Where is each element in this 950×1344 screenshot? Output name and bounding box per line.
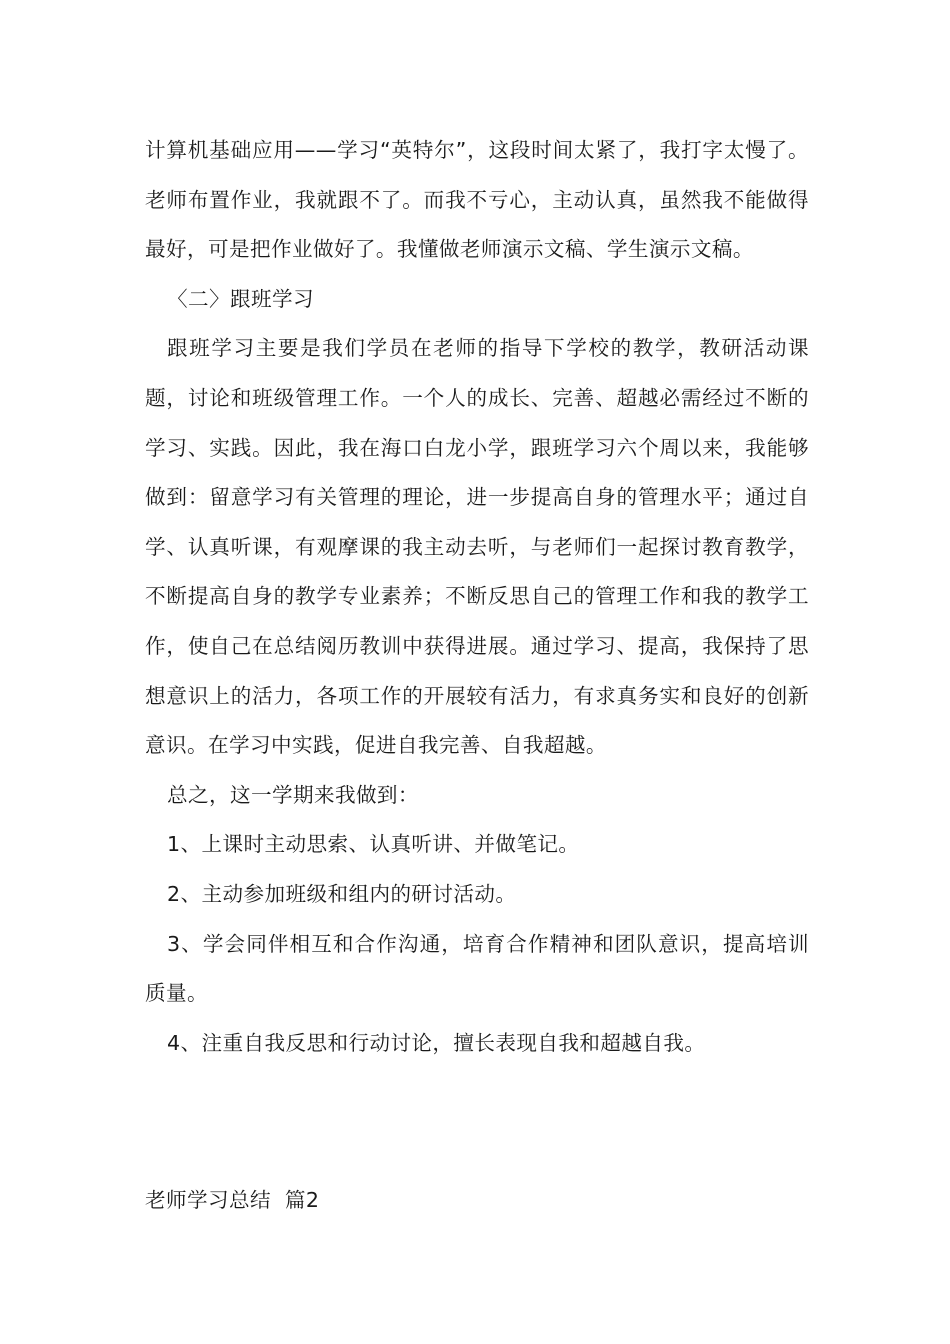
- next-article-heading: 老师学习总结 篇2: [145, 1188, 320, 1212]
- list-item-4: 4、注重自我反思和行动讨论，擅长表现自我和超越自我。: [167, 1030, 706, 1055]
- list-item-1: 1、上课时主动思索、认真听讲、并做笔记。: [167, 832, 580, 857]
- paragraph-computer-basics: 计算机基础应用——学习“英特尔”，这段时间太紧了，我打字太慢了。老师布置作业，我就跟不了。而我不亏心，主动认真，虽然我不能做得最好，可是把作业做好了。我懂做老师演示文稿、学生演示文稿。: [145, 138, 809, 262]
- list-item-3: 3、学会同伴相互和合作沟通，培育合作精神和团队意识，提高培训质量。: [145, 931, 809, 1006]
- paragraph-class-study: 跟班学习主要是我们学员在老师的指导下学校的教学，教研活动课题，讨论和班级管理工作。一个人的成长、完善、超越必需经过不断的学习、实践。因此，我在海口白龙小学，跟班学习六个周以来，我能够做到：留意学习有关管理的理论，进一步提高自身的管理水平；通过自学、认真听课，有观摩课的我主动去听，与老师们一起探讨教育教学，不断提高自身的教学专业素养；不断反思自己的管理工作和我的教学工作，使自己在总结阅历教训中获得进展。通过学习、提高，我保持了思想意识上的活力，各项工作的开展较有活力，有求真务实和良好的创新意识。在学习中实践，促进自我完善、自我超越。: [145, 336, 809, 758]
- document-body: [145, 126, 809, 1068]
- section-heading-class-study: 〈二〉跟班学习: [167, 286, 314, 311]
- paragraph-summary-intro: 总之，这一学期来我做到：: [167, 782, 419, 807]
- list-item-2: 2、主动参加班级和组内的研讨活动。: [167, 881, 517, 906]
